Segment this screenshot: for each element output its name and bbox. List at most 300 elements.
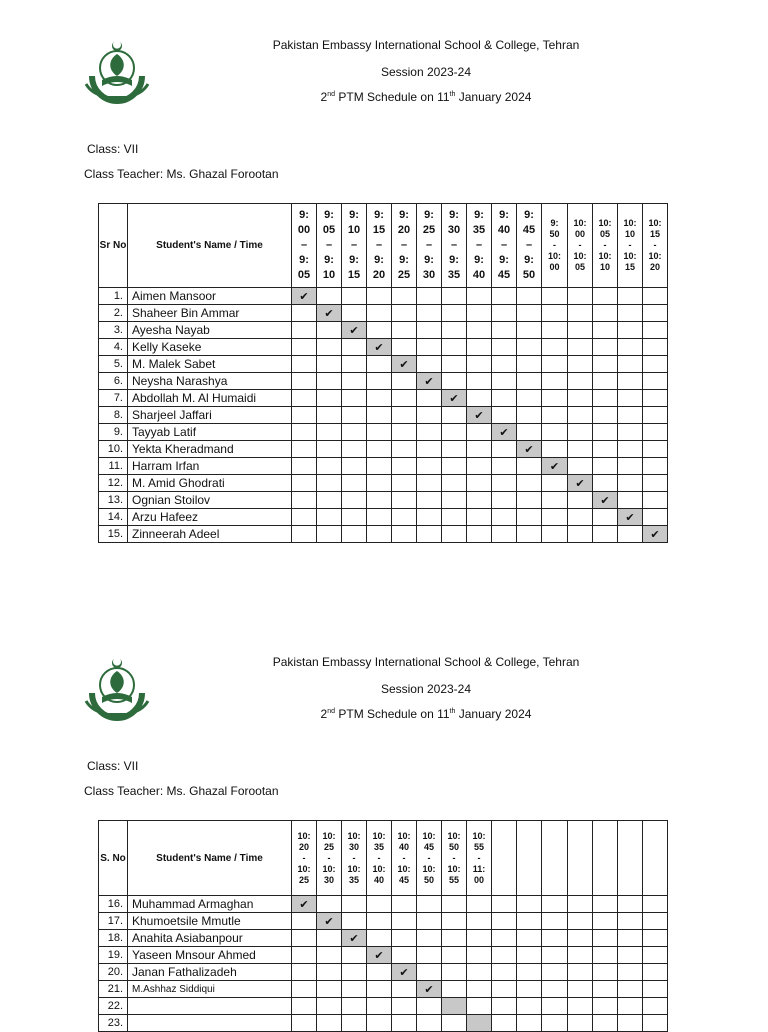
slot-cell	[643, 526, 668, 543]
table-row	[99, 981, 668, 998]
slot-cell	[292, 930, 317, 947]
time-slot-header	[517, 821, 542, 896]
slot-cell	[492, 305, 517, 322]
slot-cell	[568, 390, 593, 407]
slot-cell	[417, 288, 442, 305]
student-name: Janan Fathalizadeh	[128, 964, 292, 981]
slot-cell	[342, 441, 367, 458]
slot-cell	[342, 964, 367, 981]
slot-cell	[542, 356, 568, 373]
slot-cell	[492, 1015, 517, 1032]
slot-cell	[442, 526, 467, 543]
slot-cell	[367, 947, 392, 964]
slot-cell	[517, 356, 542, 373]
slot-cell	[618, 913, 643, 930]
slot-cell	[417, 947, 442, 964]
slot-cell	[317, 964, 342, 981]
slot-cell	[593, 526, 618, 543]
slot-cell	[467, 998, 492, 1015]
table-row	[99, 356, 668, 373]
slot-cell	[542, 458, 568, 475]
time-slot-header: 10: 10 - 10: 15	[618, 204, 643, 288]
slot-cell	[342, 458, 367, 475]
check-icon: ✔	[650, 528, 660, 541]
slot-cell	[292, 896, 317, 913]
slot-cell	[568, 526, 593, 543]
slot-cell	[442, 475, 467, 492]
student-name: M.Ashhaz Siddiqui	[128, 981, 292, 998]
student-name: Zinneerah Adeel	[128, 526, 292, 543]
slot-cell	[367, 458, 392, 475]
header-row	[99, 204, 668, 288]
serial-number: 2.	[99, 305, 128, 322]
slot-cell	[517, 390, 542, 407]
serial-number: 18.	[99, 930, 128, 947]
slot-cell	[392, 981, 417, 998]
slot-cell	[442, 424, 467, 441]
slot-cell	[392, 947, 417, 964]
slot-cell	[643, 305, 668, 322]
student-name: Abdollah M. Al Humaidi	[128, 390, 292, 407]
slot-cell	[292, 998, 317, 1015]
slot-cell	[292, 288, 317, 305]
table-row	[99, 441, 668, 458]
slot-cell	[467, 526, 492, 543]
slot-cell	[367, 390, 392, 407]
table-row	[99, 390, 668, 407]
slot-cell	[542, 492, 568, 509]
slot-cell	[618, 964, 643, 981]
check-icon: ✔	[374, 341, 384, 354]
slot-cell	[367, 981, 392, 998]
slot-cell	[292, 947, 317, 964]
slot-cell	[618, 390, 643, 407]
serial-number: 16.	[99, 896, 128, 913]
slot-cell	[392, 896, 417, 913]
slot-cell	[467, 356, 492, 373]
slot-cell	[442, 441, 467, 458]
slot-cell	[467, 964, 492, 981]
slot-cell	[467, 981, 492, 998]
slot-cell	[618, 339, 643, 356]
student-name	[128, 1015, 292, 1032]
time-slot-header	[593, 821, 618, 896]
slot-cell	[317, 441, 342, 458]
table-row	[99, 913, 668, 930]
slot-cell	[467, 322, 492, 339]
slot-cell	[417, 509, 442, 526]
slot-cell	[643, 458, 668, 475]
class-label: Class: VII	[87, 142, 139, 156]
slot-cell	[392, 441, 417, 458]
slot-cell	[442, 373, 467, 390]
slot-cell	[618, 441, 643, 458]
slot-cell	[618, 526, 643, 543]
slot-cell	[467, 509, 492, 526]
time-slot-header: 10: 45 - 10: 50	[417, 821, 442, 896]
slot-cell	[618, 373, 643, 390]
slot-cell	[643, 1015, 668, 1032]
table-row	[99, 1015, 668, 1032]
check-icon: ✔	[575, 477, 585, 490]
slot-cell	[292, 373, 317, 390]
check-icon: ✔	[449, 392, 459, 405]
slot-cell	[392, 509, 417, 526]
slot-cell	[317, 981, 342, 998]
slot-cell	[517, 509, 542, 526]
slot-cell	[292, 526, 317, 543]
slot-cell	[292, 407, 317, 424]
time-slot-header: 9: 20 – 9: 25	[392, 204, 417, 288]
slot-cell	[417, 913, 442, 930]
slot-cell	[367, 1015, 392, 1032]
check-icon: ✔	[424, 375, 434, 388]
serial-number: 6.	[99, 373, 128, 390]
slot-cell	[367, 896, 392, 913]
table-row	[99, 492, 668, 509]
slot-cell	[618, 475, 643, 492]
slot-cell	[317, 509, 342, 526]
slot-cell	[317, 390, 342, 407]
slot-cell	[492, 458, 517, 475]
time-slot-header: 9: 35 – 9: 40	[467, 204, 492, 288]
slot-cell	[568, 475, 593, 492]
slot-cell	[618, 930, 643, 947]
slot-cell	[492, 322, 517, 339]
slot-cell	[618, 509, 643, 526]
slot-cell	[442, 288, 467, 305]
slot-cell	[467, 458, 492, 475]
slot-cell	[492, 475, 517, 492]
slot-cell	[517, 339, 542, 356]
slot-cell	[342, 930, 367, 947]
slot-cell	[342, 475, 367, 492]
slot-cell	[292, 964, 317, 981]
slot-cell	[442, 339, 467, 356]
slot-cell	[467, 339, 492, 356]
time-slot-header: 10: 05 - 10: 10	[593, 204, 618, 288]
slot-cell	[292, 305, 317, 322]
slot-cell	[643, 441, 668, 458]
slot-cell	[593, 288, 618, 305]
slot-cell	[568, 305, 593, 322]
slot-cell	[517, 424, 542, 441]
slot-cell	[467, 896, 492, 913]
slot-cell	[342, 356, 367, 373]
slot-cell	[342, 913, 367, 930]
serial-number: 15.	[99, 526, 128, 543]
slot-cell	[643, 492, 668, 509]
slot-cell	[292, 356, 317, 373]
slot-cell	[467, 390, 492, 407]
slot-cell	[342, 981, 367, 998]
slot-cell	[367, 407, 392, 424]
slot-cell	[417, 305, 442, 322]
slot-cell	[292, 981, 317, 998]
slot-cell	[392, 964, 417, 981]
class-teacher-label: Class Teacher: Ms. Ghazal Forootan	[84, 167, 279, 181]
slot-cell	[292, 322, 317, 339]
slot-cell	[643, 981, 668, 998]
slot-cell	[442, 896, 467, 913]
slot-cell	[593, 1015, 618, 1032]
session-label: Session 2023-24	[380, 682, 472, 696]
slot-cell	[593, 475, 618, 492]
slot-cell	[593, 424, 618, 441]
slot-cell	[593, 356, 618, 373]
slot-cell	[442, 964, 467, 981]
slot-cell	[417, 356, 442, 373]
slot-cell	[517, 373, 542, 390]
slot-cell	[392, 913, 417, 930]
check-icon: ✔	[399, 966, 409, 979]
slot-cell	[342, 424, 367, 441]
slot-cell	[467, 492, 492, 509]
slot-cell	[292, 1015, 317, 1032]
slot-cell	[492, 896, 517, 913]
slot-cell	[417, 998, 442, 1015]
slot-cell	[292, 390, 317, 407]
slot-cell	[467, 913, 492, 930]
time-slot-header: 9: 30 – 9: 35	[442, 204, 467, 288]
table-row	[99, 509, 668, 526]
slot-cell	[568, 1015, 593, 1032]
slot-cell	[392, 305, 417, 322]
slot-cell	[417, 526, 442, 543]
slot-cell	[342, 526, 367, 543]
slot-cell	[392, 390, 417, 407]
slot-cell	[417, 322, 442, 339]
serial-number: 9.	[99, 424, 128, 441]
table-row	[99, 288, 668, 305]
slot-cell	[542, 964, 568, 981]
slot-cell	[643, 373, 668, 390]
slot-cell	[417, 373, 442, 390]
time-slot-header: 10: 00 - 10: 05	[568, 204, 593, 288]
time-slot-header: 9: 15 – 9: 20	[367, 204, 392, 288]
slot-cell	[342, 509, 367, 526]
serial-number: 8.	[99, 407, 128, 424]
slot-cell	[517, 964, 542, 981]
time-slot-header	[568, 821, 593, 896]
slot-cell	[392, 356, 417, 373]
time-slot-header: 10: 35 - 10: 40	[367, 821, 392, 896]
slot-cell	[417, 964, 442, 981]
serial-number: 14.	[99, 509, 128, 526]
slot-cell	[492, 964, 517, 981]
slot-cell	[517, 492, 542, 509]
slot-cell	[392, 288, 417, 305]
slot-cell	[342, 390, 367, 407]
student-name: Shaheer Bin Ammar	[128, 305, 292, 322]
slot-cell	[392, 339, 417, 356]
slot-cell	[442, 390, 467, 407]
slot-cell	[417, 458, 442, 475]
slot-cell	[643, 407, 668, 424]
slot-cell	[367, 339, 392, 356]
slot-cell	[467, 407, 492, 424]
slot-cell	[542, 896, 568, 913]
time-slot-header	[492, 821, 517, 896]
student-name: Yaseen Mnsour Ahmed	[128, 947, 292, 964]
slot-cell	[618, 305, 643, 322]
slot-cell	[568, 424, 593, 441]
slot-cell	[367, 913, 392, 930]
student-name: Kelly Kaseke	[128, 339, 292, 356]
serial-number: 5.	[99, 356, 128, 373]
time-slot-header: 10: 15 - 10: 20	[643, 204, 668, 288]
slot-cell	[467, 424, 492, 441]
slot-cell	[342, 305, 367, 322]
slot-cell	[593, 913, 618, 930]
serial-number: 19.	[99, 947, 128, 964]
table-row	[99, 305, 668, 322]
slot-cell	[317, 896, 342, 913]
table-row	[99, 339, 668, 356]
slot-cell	[467, 947, 492, 964]
time-slot-header: 10: 30 - 10: 35	[342, 821, 367, 896]
student-name: Harram Irfan	[128, 458, 292, 475]
check-icon: ✔	[349, 324, 359, 337]
slot-cell	[643, 913, 668, 930]
slot-cell	[467, 930, 492, 947]
slot-cell	[643, 947, 668, 964]
slot-cell	[367, 930, 392, 947]
time-slot-header: 9: 05 – 9: 10	[317, 204, 342, 288]
slot-cell	[442, 509, 467, 526]
time-slot-header: 9: 50 - 10: 00	[542, 204, 568, 288]
check-icon: ✔	[349, 932, 359, 945]
school-name: Pakistan Embassy International School & College, Tehran	[272, 655, 580, 669]
time-slot-header: 10: 40 - 10: 45	[392, 821, 417, 896]
slot-cell	[542, 930, 568, 947]
slot-cell	[367, 492, 392, 509]
slot-cell	[317, 373, 342, 390]
slot-cell	[618, 981, 643, 998]
table-row	[99, 373, 668, 390]
slot-cell	[517, 1015, 542, 1032]
check-icon: ✔	[474, 409, 484, 422]
slot-cell	[492, 407, 517, 424]
slot-cell	[542, 475, 568, 492]
slot-cell	[643, 339, 668, 356]
slot-cell	[492, 339, 517, 356]
slot-cell	[492, 492, 517, 509]
time-slot-header: 10: 50 - 10: 55	[442, 821, 467, 896]
slot-cell	[342, 322, 367, 339]
slot-cell	[442, 305, 467, 322]
slot-cell	[618, 492, 643, 509]
slot-cell	[442, 1015, 467, 1032]
student-name: Arzu Hafeez	[128, 509, 292, 526]
slot-cell	[517, 475, 542, 492]
slot-cell	[367, 998, 392, 1015]
slot-cell	[517, 458, 542, 475]
slot-cell	[542, 913, 568, 930]
slot-cell	[492, 998, 517, 1015]
slot-cell	[317, 407, 342, 424]
slot-cell	[367, 424, 392, 441]
student-name	[128, 998, 292, 1015]
slot-cell	[467, 475, 492, 492]
header-row	[99, 821, 668, 896]
slot-cell	[342, 896, 367, 913]
check-icon: ✔	[374, 949, 384, 962]
slot-cell	[618, 947, 643, 964]
time-slot-header: 10: 55 - 11: 00	[467, 821, 492, 896]
slot-cell	[492, 981, 517, 998]
slot-cell	[392, 998, 417, 1015]
slot-cell	[492, 913, 517, 930]
slot-cell	[317, 526, 342, 543]
slot-cell	[568, 981, 593, 998]
slot-cell	[492, 509, 517, 526]
slot-cell	[618, 1015, 643, 1032]
slot-cell	[317, 1015, 342, 1032]
slot-cell	[392, 424, 417, 441]
time-slot-header: 9: 45 – 9: 50	[517, 204, 542, 288]
slot-cell	[593, 441, 618, 458]
slot-cell	[492, 526, 517, 543]
slot-cell	[367, 964, 392, 981]
slot-cell	[467, 373, 492, 390]
slot-cell	[417, 1015, 442, 1032]
student-name: Aimen Mansoor	[128, 288, 292, 305]
slot-cell	[442, 458, 467, 475]
slot-cell	[367, 288, 392, 305]
slot-cell	[492, 947, 517, 964]
slot-cell	[593, 981, 618, 998]
student-name: Ognian Stoilov	[128, 492, 292, 509]
slot-cell	[643, 930, 668, 947]
serial-number: 20.	[99, 964, 128, 981]
check-icon: ✔	[324, 915, 334, 928]
ptm-title: 2nd PTM Schedule on 11th January 2024	[320, 707, 532, 721]
serial-number: 17.	[99, 913, 128, 930]
student-name: Neysha Narashya	[128, 373, 292, 390]
serial-number: 11.	[99, 458, 128, 475]
slot-cell	[643, 475, 668, 492]
slot-cell	[593, 407, 618, 424]
slot-cell	[593, 947, 618, 964]
slot-cell	[492, 930, 517, 947]
serial-number: 7.	[99, 390, 128, 407]
slot-cell	[392, 930, 417, 947]
slot-cell	[618, 998, 643, 1015]
slot-cell	[593, 373, 618, 390]
slot-cell	[417, 407, 442, 424]
check-icon: ✔	[299, 290, 309, 303]
slot-cell	[542, 288, 568, 305]
slot-cell	[317, 424, 342, 441]
slot-cell	[442, 356, 467, 373]
slot-cell	[618, 896, 643, 913]
slot-cell	[568, 288, 593, 305]
slot-cell	[593, 998, 618, 1015]
slot-cell	[593, 322, 618, 339]
slot-cell	[342, 947, 367, 964]
slot-cell	[317, 356, 342, 373]
slot-cell	[542, 1015, 568, 1032]
slot-cell	[367, 373, 392, 390]
slot-cell	[417, 390, 442, 407]
check-icon: ✔	[625, 511, 635, 524]
slot-cell	[517, 896, 542, 913]
slot-cell	[392, 475, 417, 492]
slot-cell	[492, 356, 517, 373]
slot-cell	[618, 288, 643, 305]
slot-cell	[392, 407, 417, 424]
